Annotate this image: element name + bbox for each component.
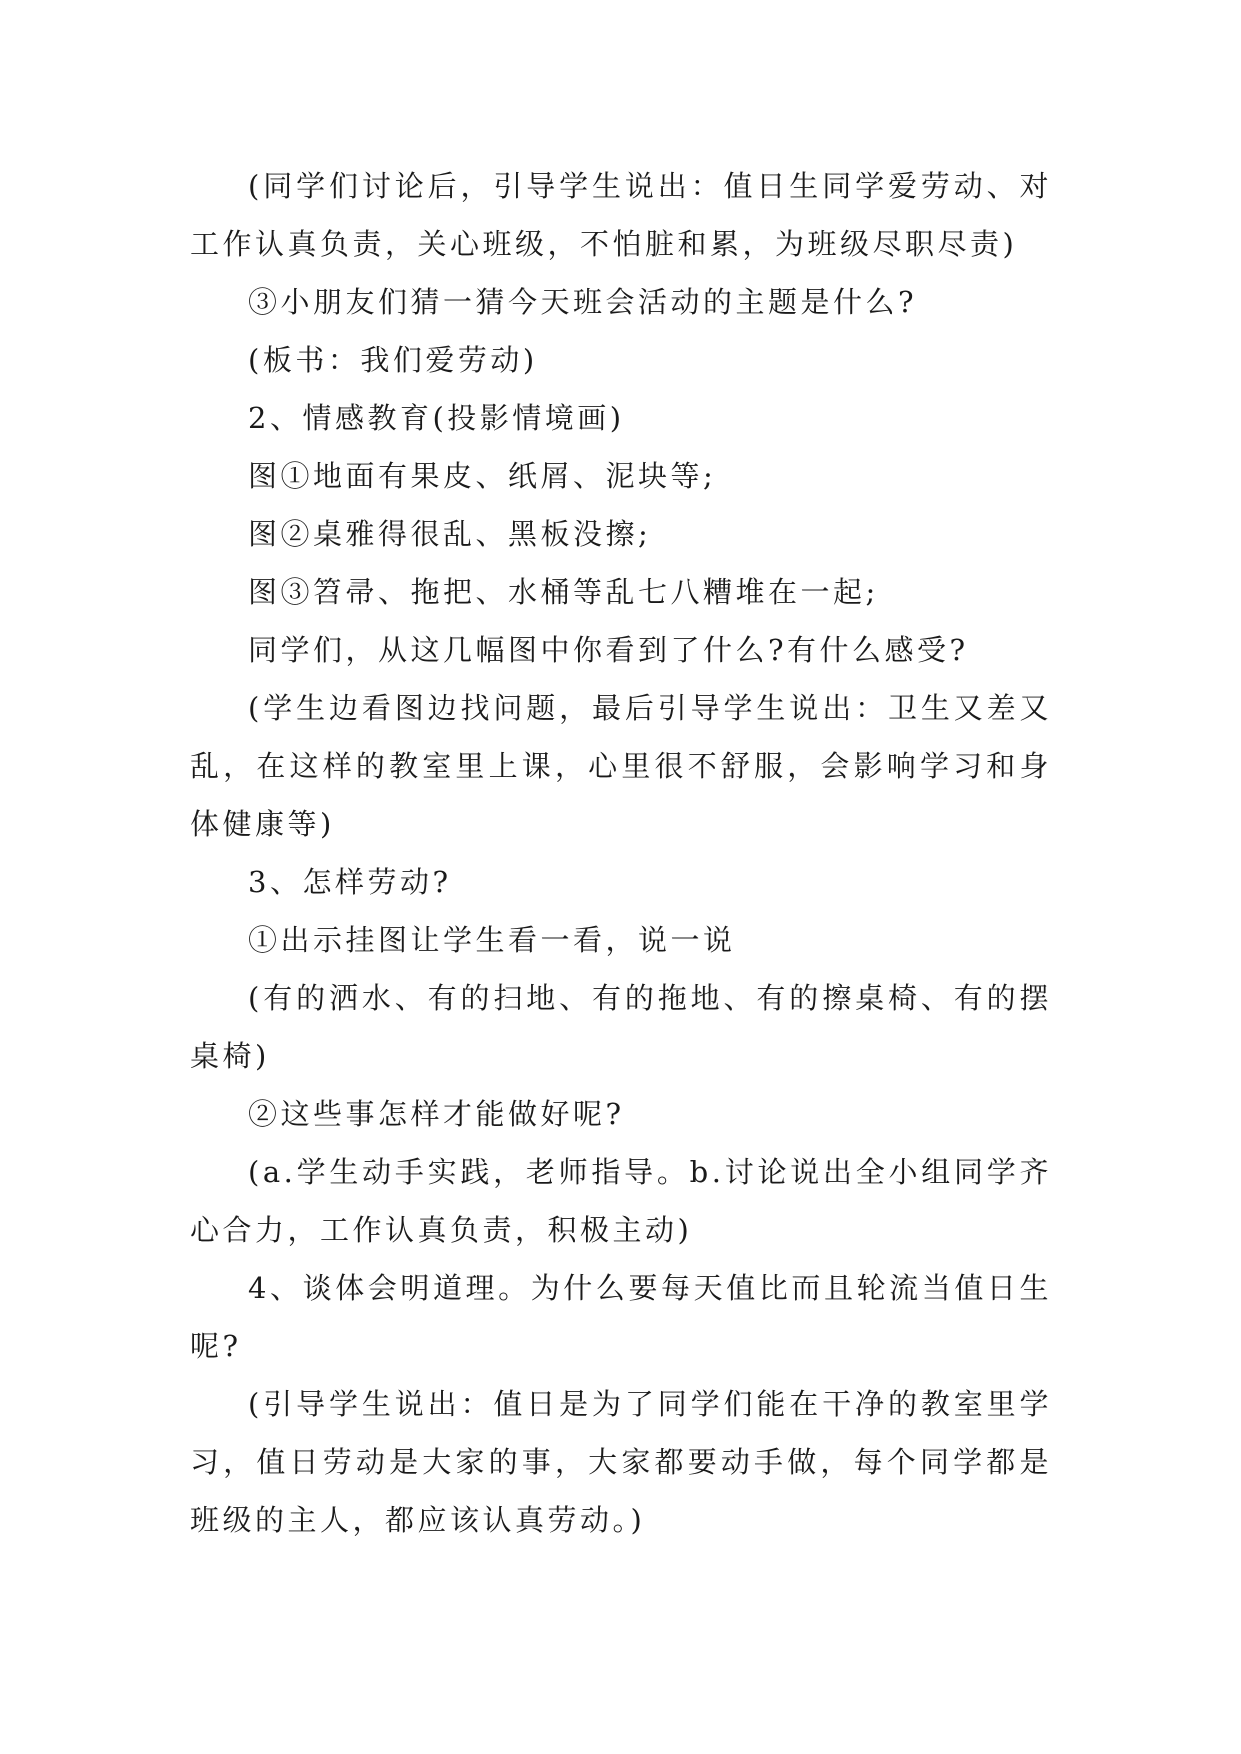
paragraph: 图②桌雅得很乱、黑板没擦; [248, 517, 652, 551]
paragraph: ③小朋友们猜一猜今天班会活动的主题是什么? [248, 285, 918, 319]
paragraph: ②这些事怎样才能做好呢? [248, 1097, 625, 1131]
paragraph: 2、情感教育(投影情境画) [248, 401, 625, 435]
paragraph: (学生边看图边找问题，最后引导学生说出：卫生又差又乱，在这样的教室里上课，心里很不舒服，会影响学习和身体健康等) [190, 691, 1052, 841]
paragraph: (板书：我们爱劳动) [248, 343, 538, 377]
paragraph: 3、怎样劳动? [248, 865, 452, 899]
paragraph: (引导学生说出：值日是为了同学们能在干净的教室里学习，值日劳动是大家的事，大家都要动手做，每个同学都是班级的主人，都应该认真劳动。) [190, 1387, 1052, 1537]
paragraph: ①出示挂图让学生看一看，说一说 [248, 923, 736, 957]
paragraph: (有的洒水、有的扫地、有的拖地、有的擦桌椅、有的摆桌椅) [190, 981, 1052, 1073]
paragraph: 图③笤帚、拖把、水桶等乱七八糟堆在一起; [248, 575, 879, 609]
paragraph: 同学们，从这几幅图中你看到了什么?有什么感受? [248, 633, 969, 667]
paragraph: (同学们讨论后，引导学生说出：值日生同学爱劳动、对工作认真负责，关心班级，不怕脏和累，为班级尽职尽责) [190, 169, 1052, 261]
paragraph: 4、谈体会明道理。为什么要每天值比而且轮流当值日生呢? [190, 1271, 1052, 1363]
paragraph: 图①地面有果皮、纸屑、泥块等; [248, 459, 717, 493]
document-body [190, 157, 1052, 1549]
paragraph: (a.学生动手实践，老师指导。b.讨论说出全小组同学齐心合力，工作认真负责，积极主动) [190, 1155, 1052, 1247]
